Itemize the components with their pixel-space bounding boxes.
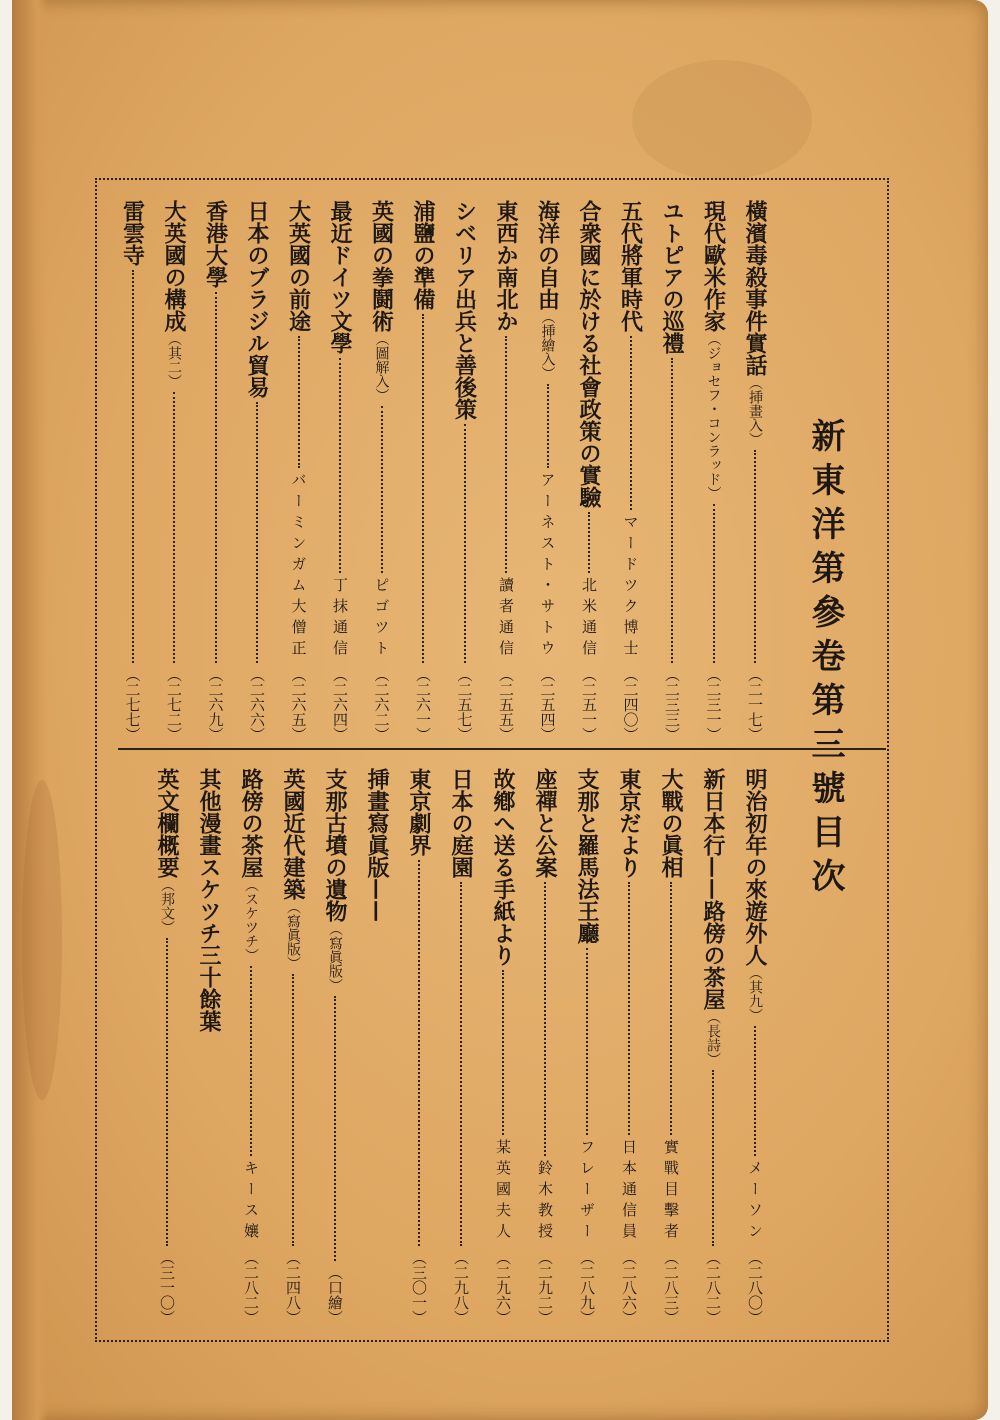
entry-title: 座禪と公案 xyxy=(532,768,558,878)
toc-entry xyxy=(194,768,224,1325)
entry-subtitle: （挿繪入） xyxy=(539,310,556,380)
entry-author: マードツク博士 xyxy=(621,514,640,661)
toc-entry xyxy=(699,200,729,742)
page-spine-shadow xyxy=(12,0,48,1420)
entry-page-number: （二九六） xyxy=(494,1250,512,1325)
entry-page-number: （二六一） xyxy=(414,667,432,742)
toc-entry xyxy=(698,768,728,1325)
entry-page-number: （二六九） xyxy=(206,667,225,742)
dotted-leader xyxy=(334,996,336,1261)
entry-title: 現代歐米作家 xyxy=(700,200,727,332)
entry-title: 其他漫畫スケツチ三十餘葉 xyxy=(196,768,222,1032)
entry-title: 新日本行——路傍の茶屋 xyxy=(700,768,726,1010)
toc-entry xyxy=(656,768,686,1325)
dotted-leader xyxy=(754,450,756,663)
dotted-leader xyxy=(630,336,632,510)
entry-title: 浦鹽の準備 xyxy=(410,200,436,310)
entry-title: 路傍の茶屋 xyxy=(238,768,264,878)
dotted-leader xyxy=(712,1070,714,1246)
toc-entry xyxy=(491,200,521,742)
toc-entry xyxy=(325,200,355,742)
entry-author: キース孃 xyxy=(242,1160,260,1244)
entry-page-number: （二八三） xyxy=(662,1250,680,1325)
toc-entry xyxy=(152,768,182,1325)
entry-page-number: （二六六） xyxy=(248,667,266,742)
dotted-leader xyxy=(298,336,300,468)
entry-page-number: （二七七） xyxy=(123,667,142,742)
entry-title: 故鄕へ送る手紙より xyxy=(490,768,516,966)
dotted-leader xyxy=(713,504,715,663)
toc-entry xyxy=(446,768,476,1325)
entry-title: 英文欄概要 xyxy=(154,768,180,878)
entry-title: 大英國の構成 xyxy=(161,200,187,332)
entry-author: 讀者通信 xyxy=(497,577,515,661)
entry-title: 最近ドイツ文學 xyxy=(327,200,353,354)
entry-title: 雷雲寺 xyxy=(119,200,146,266)
paper-stain xyxy=(22,780,62,1100)
entry-subtitle: （長詩） xyxy=(705,1010,721,1066)
entry-title: 支那古墳の遺物 xyxy=(322,768,348,922)
toc-entry xyxy=(159,200,189,742)
dotted-leader xyxy=(215,292,217,663)
entry-page-number: （二八九） xyxy=(578,1250,596,1325)
entry-title: 大戰の眞相 xyxy=(658,768,684,878)
dotted-leader xyxy=(292,974,294,1246)
entry-title: 海洋の自由 xyxy=(534,200,561,310)
dotted-leader xyxy=(671,358,673,663)
entry-page-number: （二六五） xyxy=(289,667,308,742)
page-title: 新東洋第參卷第三號目次 xyxy=(805,418,845,902)
entry-author: アーネスト・サトウ xyxy=(538,472,557,661)
entry-page-number: （二九八） xyxy=(452,1250,470,1325)
entry-subtitle: （寫眞版） xyxy=(285,900,301,970)
toc-entry xyxy=(408,200,438,742)
entry-page-number: （口繪） xyxy=(326,1265,344,1325)
entry-page-number: （二三一） xyxy=(704,667,723,742)
toc-entry xyxy=(740,768,770,1325)
entry-page-number: （二四〇） xyxy=(621,667,640,742)
entry-author: 北米通信 xyxy=(580,577,598,661)
entry-subtitle: （寫眞版） xyxy=(327,922,343,992)
entry-title: シベリア出兵と善後策 xyxy=(451,200,478,420)
dotted-leader xyxy=(547,384,549,468)
toc-entry xyxy=(236,768,266,1325)
entry-author: 鈴木教授 xyxy=(536,1160,554,1244)
entry-subtitle: （ジョセフ・コンラッド） xyxy=(705,332,722,500)
dotted-leader xyxy=(464,424,466,663)
toc-entry xyxy=(616,200,646,742)
dotted-leader xyxy=(166,938,168,1246)
paper-stain xyxy=(632,60,812,180)
entry-title: 支那と羅馬法王廳 xyxy=(574,768,600,944)
entry-page-number: （二七二） xyxy=(165,667,183,742)
toc-entry xyxy=(574,200,604,742)
toc-entry xyxy=(362,768,392,1325)
entry-subtitle: （其九） xyxy=(747,966,763,1022)
toc-entry xyxy=(242,200,272,742)
entry-title: 英國の拳鬪術 xyxy=(368,200,395,332)
entry-page-number: （二五五） xyxy=(497,667,515,742)
dotted-leader xyxy=(250,966,252,1156)
toc-entry xyxy=(740,200,770,742)
entry-page-number: （二九二） xyxy=(536,1250,554,1325)
toc-entry xyxy=(572,768,602,1325)
entry-title: 橫濱毒殺事件實話 xyxy=(742,200,768,376)
entry-title: 東京劇界 xyxy=(406,768,432,856)
dotted-leader xyxy=(502,970,504,1135)
entry-author: バーミンガム大僧正 xyxy=(289,472,308,661)
entry-subtitle: （圖解入） xyxy=(373,332,390,402)
entry-page-number: （二五四） xyxy=(538,667,557,742)
entry-subtitle: （其二） xyxy=(166,332,182,388)
entry-subtitle: （スケツチ） xyxy=(243,878,259,962)
toc-entry xyxy=(284,200,314,742)
dotted-leader xyxy=(544,882,546,1156)
entry-page-number: （三〇一） xyxy=(410,1250,428,1325)
dotted-leader xyxy=(586,948,588,1135)
toc-entry xyxy=(533,200,563,742)
dotted-leader xyxy=(256,402,258,663)
entry-title: 大英國の前途 xyxy=(285,200,312,332)
entry-title: 合衆國に於ける社會政策の實驗 xyxy=(576,200,602,508)
entry-author: ピゴツト xyxy=(372,577,391,661)
entry-title: 五代將軍時代 xyxy=(617,200,644,332)
entry-title: 東西か南北か xyxy=(493,200,519,332)
entry-author: 日本通信員 xyxy=(620,1139,638,1244)
entry-page-number: （二八二） xyxy=(704,1250,722,1325)
entry-title: 日本のブラジル貿易 xyxy=(244,200,270,398)
entry-page-number: （二六二） xyxy=(372,667,391,742)
entry-author: フレーザー xyxy=(578,1139,596,1244)
dotted-leader xyxy=(422,314,424,663)
toc-entry xyxy=(278,768,308,1325)
toc-entry xyxy=(488,768,518,1325)
entry-title: ユトピアの巡禮 xyxy=(659,200,685,354)
dotted-leader xyxy=(505,336,507,573)
entry-page-number: （二八二） xyxy=(242,1250,260,1325)
dotted-leader xyxy=(132,270,134,663)
dotted-leader xyxy=(670,882,672,1135)
dotted-leader xyxy=(628,882,630,1135)
entry-page-number: （二八六） xyxy=(620,1250,638,1325)
dotted-leader xyxy=(418,860,420,1246)
entry-author: 丁抹通信 xyxy=(331,577,349,661)
entry-title: 挿畫寫眞版—— xyxy=(364,768,390,922)
toc-entry xyxy=(530,768,560,1325)
dotted-leader xyxy=(339,358,341,573)
dotted-leader xyxy=(754,1026,756,1156)
entry-subtitle: （邦文） xyxy=(159,878,175,934)
dotted-leader xyxy=(381,406,383,573)
entry-page-number: （二五七） xyxy=(455,667,474,742)
entry-subtitle: （挿畫入） xyxy=(747,376,763,446)
entry-author: 實戰目擊者 xyxy=(662,1139,680,1244)
toc-entry xyxy=(657,200,687,742)
dotted-leader xyxy=(588,512,590,573)
entry-author: 某英國夫人 xyxy=(494,1139,512,1244)
dotted-leader xyxy=(173,392,175,663)
entry-page-number: （二五一） xyxy=(580,667,598,742)
toc-entry xyxy=(404,768,434,1325)
entry-page-number: （三一〇） xyxy=(158,1250,176,1325)
entry-page-number: （二六四） xyxy=(331,667,349,742)
entry-title: 東京だより xyxy=(616,768,642,878)
entry-title: 日本の庭園 xyxy=(448,768,474,878)
entry-title: 明治初年の來遊外人 xyxy=(742,768,768,966)
toc-entry xyxy=(201,200,231,742)
section-divider xyxy=(118,748,886,750)
entry-title: 英國近代建築 xyxy=(280,768,306,900)
toc-entry xyxy=(614,768,644,1325)
toc-entry xyxy=(450,200,480,742)
toc-entry xyxy=(118,200,148,742)
entry-page-number: （二三三） xyxy=(663,667,681,742)
entry-title: 香港大學 xyxy=(202,200,229,288)
toc-entry xyxy=(367,200,397,742)
entry-page-number: （二一七） xyxy=(746,667,764,742)
entry-page-number: （二八〇） xyxy=(746,1250,764,1325)
entry-author: メーソン xyxy=(746,1160,764,1244)
toc-entry xyxy=(320,768,350,1325)
entry-page-number: （二四八） xyxy=(284,1250,302,1325)
dotted-leader xyxy=(460,882,462,1246)
